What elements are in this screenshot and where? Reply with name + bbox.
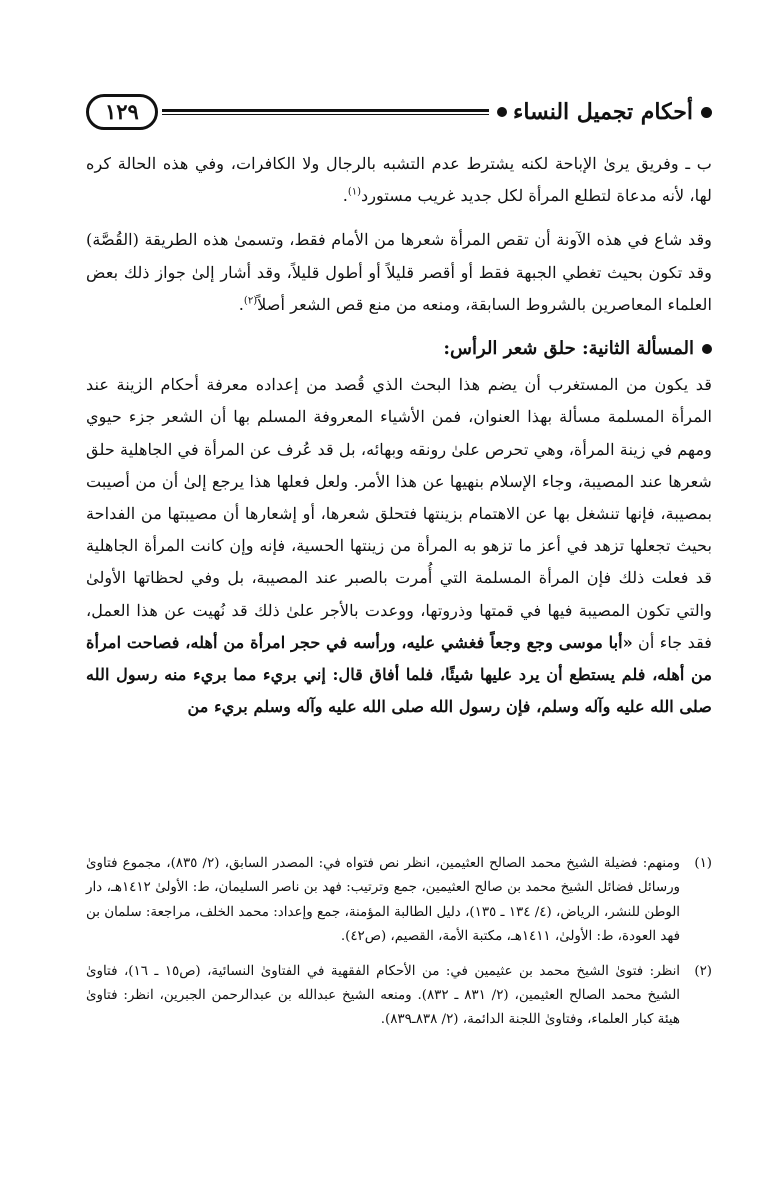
footnote-2-number: (٢): [694, 963, 712, 979]
footnote-ref-2[interactable]: (٢): [243, 295, 258, 307]
heading-bullet-icon: [702, 344, 712, 354]
footnote-2: [86, 960, 712, 1033]
section-heading: [86, 333, 712, 365]
header-title: أحكام تجميل النساء: [513, 99, 693, 125]
paragraph-2: وقد شاع في هذه الآونة أن تقص المرأة شعرها من الأمام فقط، وتسمىٰ هذه الطريقة (القُصَّة) وقد تكون بحيث تغطي الجبهة فقط أو أقصر قليلاً أو أطول قليلاً، وقد أشار إلىٰ جواز ذلك بعض العلماء المعاصرين بالشروط السابقة، ومنعه من منع قص الشعر أصلاً$^{(٢)}$.: [86, 230, 712, 314]
footnote-1-text: ومنهم: فضيلة الشيخ محمد الصالح العثيمين، انظر نص فتواه في: المصدر السابق، (٢/ ٨٣٥)، مجموع فتاوىٰ ورسائل فضائل الشيخ محمد بن صالح العثيمين، جمع وترتيب: فهد بن ناصر السليمان، ط: الأولىٰ ١٤١٢هـ، دار الوطن للنشر، الرياض، (٤/ ١٣٤ ـ ١٣٥)، دليل الطالبة المؤمنة، جمع وإعداد: محمد الخلف، مراجعة: سلمان بن فهد العودة، ط: الأولىٰ، ١٤١١هـ، مكتبة الأمة، القصيم، (ص٤٢).: [86, 856, 681, 945]
footnote-1: [86, 852, 712, 950]
footnote-1-number: (١): [694, 856, 712, 871]
section-paragraph-text: قد يكون من المستغرب أن يضم هذا البحث الذي قُصد من إعداده معرفة أحكام الزينة عند المرأة المسلمة مسألة بهذا العنوان، فمن الأشياء المعروفة المسلم بها أن الشعر جزء حيوي ومهم في زينة المرأة، وهي تحرص علىٰ رونقه وبهائه، بل قد عُرف عن المرأة في الجاهلية حلق شعرها عند المصيبة، وجاء الإسلام بنهيها عن هذا الأمر. ولعل فعلها هذا يرجع إلىٰ أن من أصيبت بمصيبة، فإنها تنشغل بها عن الاهتمام بزينتها فتحلق شعرها، أو إشعارها أن مصيبتها من الفداحة بحيث تجعلها تزهد في أعز ما تزهو به المرأة من زينتها الحسية، فإنه وإن كانت المرأة الجاهلية قد فعلت ذلك فإن المرأة المسلمة التي أُمرت بالصبر عند المصيبة، بل وفي لحظاتها الأولىٰ والتي تكون المصيبة فيها في قمتها وذروتها، ووعدت بالأجر علىٰ ذلك قد نُهيت عن هذا العمل، فقد جاء أن: [86, 375, 713, 652]
paragraph-2-text: وقد شاع في هذه الآونة أن تقص المرأة شعرها من الأمام فقط، وتسمىٰ هذه الطريقة (القُصَّة) وقد تكون بحيث تغطي الجبهة فقط أو أقصر قليلاً أو أطول قليلاً، وقد أشار إلىٰ جواز ذلك بعض العلماء المعاصرين بالشروط السابقة، ومنعه من منع قص الشعر أصلاً: [86, 230, 712, 314]
section-paragraph: [86, 369, 712, 723]
header-rule: [162, 109, 489, 115]
page-number: ١٢٩: [86, 94, 158, 130]
footnotes: [86, 852, 712, 1033]
header-bullet-icon: [701, 107, 712, 118]
hadith-quote: «أبا موسى وجع وجعاً فغشي عليه، ورأسه في حجر امرأة من أهله، فصاحت امرأة من أهله، فلم يستطع أن يرد عليها شيئًا، فلما أفاق قال: إني بريء مما بريء منه رسول الله صلى الله عليه وآله وسلم، فإن رسول الله صلى الله عليه وآله وسلم بريء من: [86, 632, 712, 717]
footnote-2-text: انظر: فتوىٰ الشيخ محمد بن عثيمين في: من الأحكام الفقهية في الفتاوىٰ النسائية، (ص١٥ ـ ١٦)، فتاوىٰ الشيخ محمد الصالح العثيمين، (٢/ ٨٣١ ـ ٨٣٢). ومنعه الشيخ عبدالله بن عبدالرحمن الجبرين، انظر: فتاوىٰ هيئة كبار العلماء، وفتاوىٰ اللجنة الدائمة، (٢/ ٨٣٨ـ٨٣٩).: [86, 963, 681, 1028]
section-heading-text: المسألة الثانية: حلق شعر الرأس:: [443, 338, 694, 360]
paragraph-1: ب ـ وفريق يرىٰ الإباحة لكنه يشترط عدم التشبه بالرجال ولا الكافرات، وفي هذه الحالة كره لها، لأنه مدعاة لتطلع المرأة لكل جديد غريب مستورد$^{(١)}$.: [86, 154, 712, 206]
footnote-ref-1[interactable]: (١): [347, 186, 362, 198]
header-dot-icon: [497, 107, 507, 117]
paragraph-1-text: ب ـ وفريق يرىٰ الإباحة لكنه يشترط عدم التشبه بالرجال ولا الكافرات، وفي هذه الحالة كره لها، لأنه مدعاة لتطلع المرأة لكل جديد غريب مستورد: [86, 154, 712, 206]
main-text: [86, 148, 712, 723]
running-header: [86, 92, 712, 132]
